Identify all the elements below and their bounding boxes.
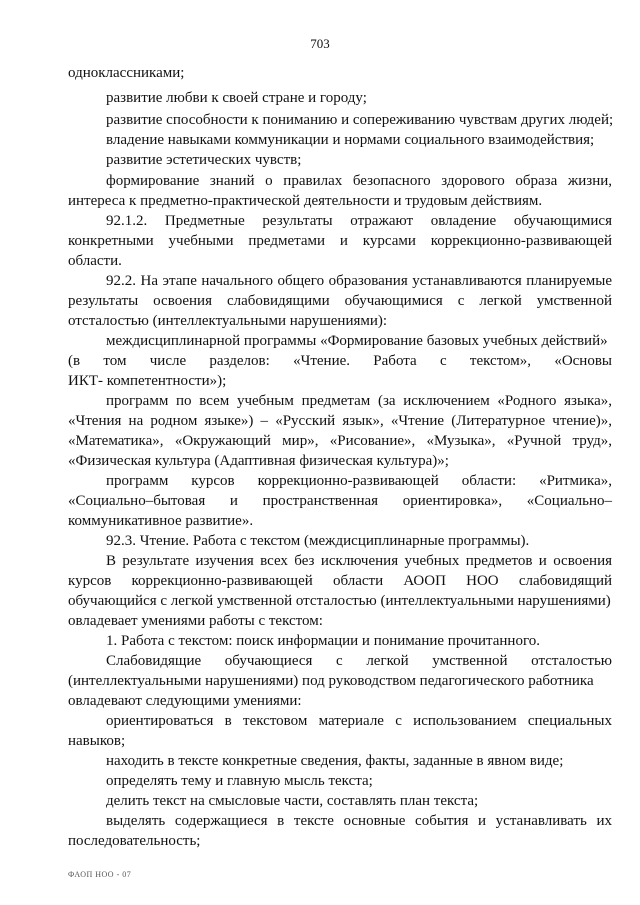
text-line: развитие способности к пониманию и сопереживанию чувствам других людей; <box>106 112 614 128</box>
text-line: ИКТ- компетентности»); <box>68 373 227 389</box>
text-line: курсов коррекционно-развивающей области АООП НОО слабовидящий <box>68 573 612 589</box>
text-line: 92.3. Чтение. Работа с текстом (междисциплинарные программы). <box>106 533 530 549</box>
text-line: 92.2. На этапе начального общего образования устанавливаются планируемые <box>106 273 612 289</box>
text-line: овладевают следующими умениями: <box>68 693 302 709</box>
text-line: навыков; <box>68 733 126 749</box>
text-line: выделять содержащиеся в тексте основные события и устанавливать их <box>106 813 612 829</box>
text-line: конкретными учебными предметами и курсами коррекционно-развивающей <box>68 233 612 249</box>
text-line: делить текст на смысловые части, составлять план текста; <box>106 793 479 809</box>
text-line: 1. Работа с текстом: поиск информации и понимание прочитанного. <box>106 633 540 649</box>
text-line: 92.1.2. Предметные результаты отражают овладение обучающимися <box>106 213 612 229</box>
text-line: (в том числе разделов: «Чтение. Работа с текстом», «Основы <box>68 353 612 369</box>
text-line: определять тему и главную мысль текста; <box>106 773 373 789</box>
text-line: результаты освоения слабовидящими обучающимися с легкой умственной <box>68 293 612 309</box>
text-line: развитие любви к своей стране и городу; <box>106 90 367 106</box>
text-line: развитие эстетических чувств; <box>106 152 302 168</box>
text-line: Слабовидящие обучающиеся с легкой умственной отсталостью <box>106 653 612 669</box>
text-line: отсталостью (интеллектуальными нарушениями): <box>68 313 388 329</box>
document-footer: ФАОП НОО - 07 <box>68 870 132 879</box>
text-line: «Социально–бытовая и пространственная ориентировка», «Социально– <box>68 493 612 509</box>
text-line: формирование знаний о правилах безопасного здорового образа жизни, <box>106 173 612 189</box>
text-line: В результате изучения всех без исключения учебных предметов и освоения <box>106 553 612 569</box>
text-line: ориентироваться в текстовом материале с использованием специальных <box>106 713 612 729</box>
text-line: (интеллектуальными нарушениями) под руководством педагогического работника <box>68 673 594 689</box>
text-line: интереса к предметно-практической деятельности и трудовым действиям. <box>68 193 543 209</box>
text-line: «Чтения на родном языке») – «Русский язык», «Чтение (Литературное чтение)», <box>68 413 612 429</box>
text-line: программ курсов коррекционно-развивающей области: «Ритмика», <box>106 473 612 489</box>
text-line: «Математика», «Окружающий мир», «Рисование», «Музыка», «Ручной труд», <box>68 433 612 449</box>
text-line: одноклассниками; <box>68 65 185 81</box>
text-line: программ по всем учебным предметам (за исключением «Родного языка», <box>106 393 612 409</box>
text-line: обучающийся с легкой умственной отсталостью (интеллектуальными нарушениями) <box>68 593 611 609</box>
text-line: коммуникативное развитие». <box>68 513 254 529</box>
page-number: 703 <box>310 36 330 51</box>
text-line: междисциплинарной программы «Формирование базовых учебных действий» <box>106 333 608 349</box>
text-line: последовательность; <box>68 833 201 849</box>
text-line: овладевает умениями работы с текстом: <box>68 613 323 629</box>
text-line: «Физическая культура (Адаптивная физическая культура)»; <box>68 453 449 469</box>
text-line: находить в тексте конкретные сведения, факты, заданные в явном виде; <box>106 753 564 769</box>
text-line: области. <box>68 253 122 269</box>
text-line: владение навыками коммуникации и нормами социального взаимодействия; <box>106 132 595 148</box>
